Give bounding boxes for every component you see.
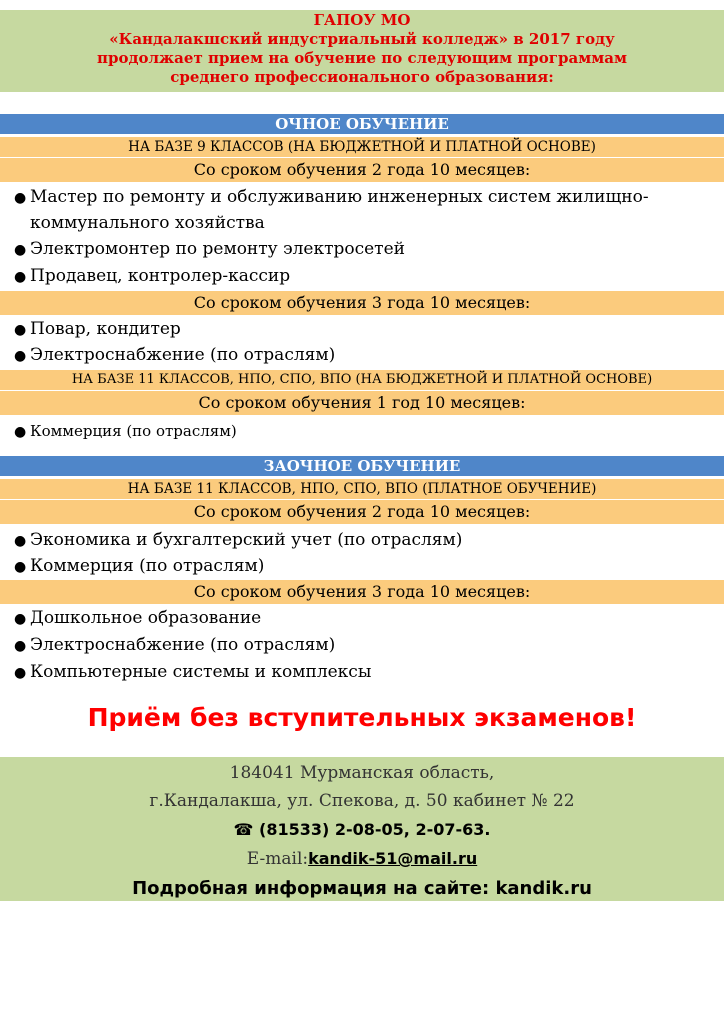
phone-line	[0, 815, 724, 845]
list-item: ● Электроснабжение (по отраслям)	[14, 632, 335, 659]
part-time-base11-term1: Со сроком обучения 2 года 10 месяцев:	[0, 500, 724, 524]
list-item: ● Повар, кондитер	[14, 316, 181, 343]
full-time-base9-term2: Со сроком обучения 3 года 10 месяцев:	[0, 291, 724, 315]
full-time-base11-label: НА БАЗЕ 11 КЛАССОВ, НПО, СПО, ВПО (НА БЮДЖЕТНОЙ И ПЛАТНОЙ ОСНОВЕ)	[0, 370, 724, 390]
list-item: ● Экономика и бухгалтерский учет (по отраслям)	[14, 527, 462, 554]
part-time-base11-term2: Со сроком обучения 3 года 10 месяцев:	[0, 580, 724, 604]
bullet-icon: ●	[14, 322, 27, 338]
header-text-2: среднего профессионального образования:	[170, 68, 554, 86]
header-text-1: продолжает прием на обучение по следующим программам	[96, 49, 628, 67]
bullet-icon: ●	[14, 665, 27, 681]
bullet-icon: ●	[14, 424, 27, 440]
contact-footer	[0, 757, 724, 901]
address-line-2: г.Кандалакша, ул. Спекова, д. 50 кабинет № 22	[149, 791, 575, 811]
part-time-title: ЗАОЧНОЕ ОБУЧЕНИЕ	[0, 456, 724, 476]
list-item: ● Компьютерные системы и комплексы	[14, 659, 371, 686]
bullet-icon: ●	[14, 533, 27, 549]
bullet-icon: ●	[14, 190, 27, 206]
email-label: E-mail:	[246, 849, 309, 869]
address-line-1: 184041 Мурманская область,	[229, 763, 495, 783]
part-time-base11-label: НА БАЗЕ 11 КЛАССОВ, НПО, СПО, ВПО (ПЛАТНОЕ ОБУЧЕНИЕ)	[0, 479, 724, 499]
list-item: ● Продавец, контролер-кассир	[14, 263, 290, 290]
bullet-icon: ●	[14, 611, 27, 627]
header-banner	[0, 10, 724, 92]
header-org: ГАПОУ МО	[313, 11, 411, 29]
bullet-icon: ●	[14, 242, 27, 258]
bullet-icon: ●	[14, 559, 27, 575]
telephone-icon: ☎	[233, 820, 259, 839]
full-time-base9-term1: Со сроком обучения 2 года 10 месяцев:	[0, 158, 724, 182]
header-college: «Кандалакшский индустриальный колледж» в 2017 году	[109, 30, 615, 48]
phone-number: (81533) 2-08-05, 2-07-63.	[259, 820, 491, 839]
full-time-title: ОЧНОЕ ОБУЧЕНИЕ	[0, 114, 724, 134]
email-link[interactable]: kandik-51@mail.ru	[308, 849, 478, 868]
list-item-continuation: коммунального хозяйства	[30, 213, 265, 233]
site-info: Подробная информация на сайте: kandik.ru	[132, 878, 592, 899]
list-item: ● Электроснабжение (по отраслям)	[14, 342, 335, 369]
list-item: ● Коммерция (по отраслям)	[14, 553, 264, 580]
email-line	[0, 845, 724, 873]
list-item: ● Мастер по ремонту и обслуживанию инженерных систем жилищно-	[14, 184, 649, 211]
list-item: ● Электромонтер по ремонту электросетей	[14, 236, 405, 263]
bullet-icon: ●	[14, 638, 27, 654]
list-item: ● Дошкольное образование	[14, 605, 261, 632]
bullet-icon: ●	[14, 348, 27, 364]
bullet-icon: ●	[14, 269, 27, 285]
full-time-base11-term1: Со сроком обучения 1 год 10 месяцев:	[0, 391, 724, 415]
list-item: ● Коммерция (по отраслям)	[14, 418, 237, 445]
full-time-base9-label: НА БАЗЕ 9 КЛАССОВ (НА БЮДЖЕТНОЙ И ПЛАТНОЙ ОСНОВЕ)	[0, 137, 724, 157]
slogan: Приём без вступительных экзаменов!	[87, 703, 637, 732]
